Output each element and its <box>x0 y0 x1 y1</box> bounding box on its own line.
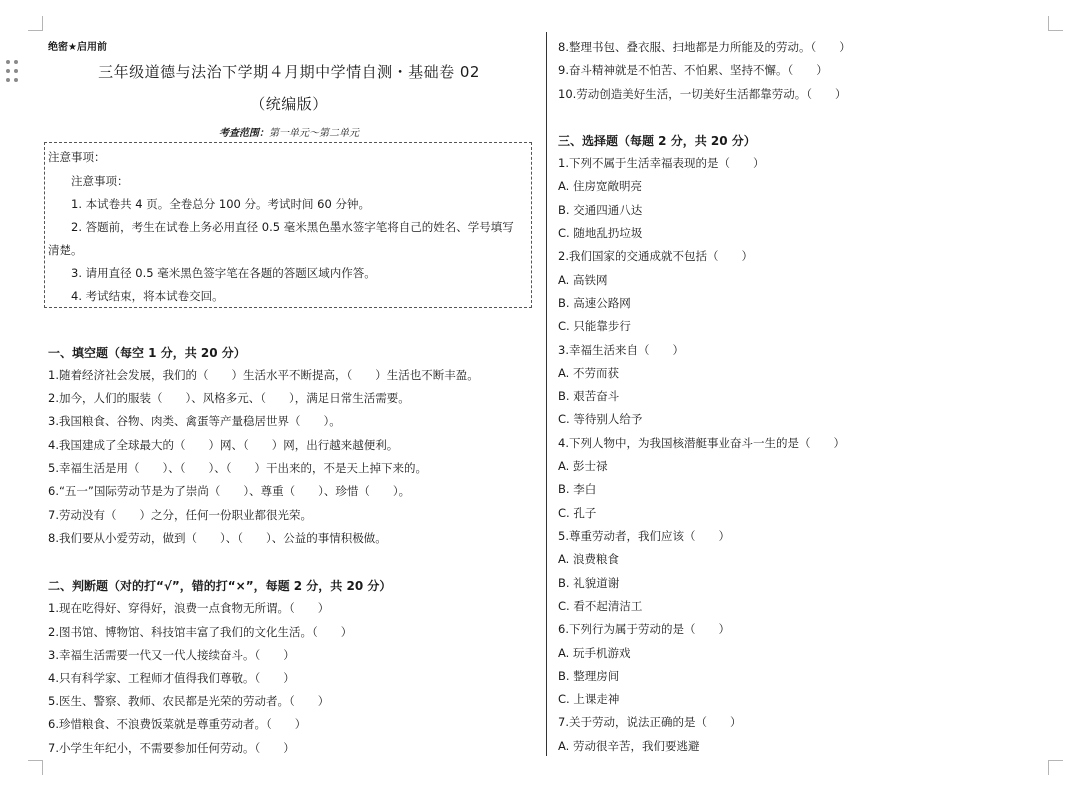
choice-option: A. 劳动很辛苦，我们要逃避 <box>558 739 700 753</box>
drag-handle-icon[interactable] <box>6 60 20 84</box>
choice-option: C. 上课走神 <box>558 692 620 706</box>
exam-scope: 考查范围：第一单元～第二单元 <box>219 128 359 139</box>
choice-question: 2.我们国家的交通成就不包括（ ） <box>558 249 753 263</box>
choice-option: A. 玩手机游戏 <box>558 646 631 660</box>
choice-option: C. 等待别人给予 <box>558 412 643 426</box>
judge-question: 6.珍惜粮食、不浪费饭菜就是尊重劳动者。（ ） <box>48 717 307 731</box>
fill-question: 6.“五一”国际劳动节是为了崇尚（ ）、尊重（ ）、珍惜（ ）。 <box>48 484 411 498</box>
judge-section-heading: 二、判断题（对的打“√”，错的打“×”，每题 2 分，共 20 分） <box>48 579 392 593</box>
fill-question: 8.我们要从小爱劳动，做到（ ）、（ ）、公益的事情积极做。 <box>48 531 387 545</box>
notice-item: 4. 考试结束，将本试卷交回。 <box>71 289 224 303</box>
judge-question: 5.医生、警察、教师、农民都是光荣的劳动者。（ ） <box>48 694 330 708</box>
choice-option: C. 看不起清洁工 <box>558 599 643 613</box>
fill-section-heading: 一、填空题（每空 1 分，共 20 分） <box>48 346 246 360</box>
choice-option: A. 浪费粮食 <box>558 552 619 566</box>
choice-option: B. 整理房间 <box>558 669 620 683</box>
fill-question: 1.随着经济社会发展，我们的（ ）生活水平不断提高，（ ）生活也不断丰盈。 <box>48 368 479 382</box>
judge-question: 8.整理书包、叠衣服、扫地都是力所能及的劳动。（ ） <box>558 40 851 54</box>
fill-question: 3.我国粮食、谷物、肉类、禽蛋等产量稳居世界（ ）。 <box>48 414 341 428</box>
choice-option: A. 彭士禄 <box>558 459 608 473</box>
choice-question: 4.下列人物中，为我国核潜艇事业奋斗一生的是（ ） <box>558 436 845 450</box>
notice-heading: 注意事项： <box>71 174 129 188</box>
page-subtitle: （统编版） <box>250 95 328 113</box>
judge-question: 7.小学生年纪小，不需要参加任何劳动。（ ） <box>48 741 295 755</box>
choice-option: A. 高铁网 <box>558 273 608 287</box>
choice-question: 6.下列行为属于劳动的是（ ） <box>558 622 730 636</box>
judge-question: 1.现在吃得好、穿得好，浪费一点食物无所谓。（ ） <box>48 601 330 615</box>
choice-option: B. 艰苦奋斗 <box>558 389 620 403</box>
choice-question: 5.尊重劳动者，我们应该（ ） <box>558 529 730 543</box>
fill-question: 5.幸福生活是用（ ）、（ ）、（ ）干出来的，不是天上掉下来的。 <box>48 461 427 475</box>
column-divider <box>546 32 547 756</box>
page-title: 三年级道德与法治下学期４月期中学情自测・基础卷 02 <box>98 63 480 81</box>
choice-option: B. 高速公路网 <box>558 296 631 310</box>
choice-option: B. 李白 <box>558 482 597 496</box>
judge-question: 4.只有科学家、工程师才值得我们尊敬。（ ） <box>48 671 295 685</box>
notice-item: 1. 本试卷共 4 页。全卷总分 100 分。考试时间 60 分钟。 <box>71 197 370 211</box>
choice-option: B. 交通四通八达 <box>558 203 643 217</box>
fill-question: 4.我国建成了全球最大的（ ）网、（ ）网，出行越来越便利。 <box>48 438 399 452</box>
page-corner-mark <box>1048 760 1063 775</box>
page-corner-mark <box>28 16 43 31</box>
judge-question: 10.劳动创造美好生活，一切美好生活都靠劳动。（ ） <box>558 87 847 101</box>
secret-label: 绝密★启用前 <box>48 42 107 53</box>
judge-question: 3.幸福生活需要一代又一代人接续奋斗。（ ） <box>48 648 295 662</box>
judge-question: 9.奋斗精神就是不怕苦、不怕累、坚持不懈。（ ） <box>558 63 828 77</box>
fill-question: 7.劳动没有（ ）之分，任何一份职业都很光荣。 <box>48 508 312 522</box>
choice-question: 7.关于劳动，说法正确的是（ ） <box>558 715 742 729</box>
choice-question: 3.幸福生活来自（ ） <box>558 343 684 357</box>
choice-option: C. 孔子 <box>558 506 597 520</box>
choice-option: A. 不劳而获 <box>558 366 619 380</box>
notice-box-label: 注意事项： <box>48 150 106 164</box>
choice-option: A. 住房宽敞明亮 <box>558 179 642 193</box>
notice-item: 2. 答题前，考生在试卷上务必用直径 0.5 毫米黑色墨水签字笔将自己的姓名、学号填写 <box>71 220 514 234</box>
page-corner-mark <box>1048 16 1063 31</box>
choice-option: C. 只能靠步行 <box>558 319 631 333</box>
choice-option: C. 随地乱扔垃圾 <box>558 226 643 240</box>
page-corner-mark <box>28 760 43 775</box>
fill-question: 2.加今，人们的服装（ ）、风格多元、（ ），满足日常生活需要。 <box>48 391 410 405</box>
judge-question: 2.图书馆、博物馆、科技馆丰富了我们的文化生活。（ ） <box>48 625 353 639</box>
choice-question: 1.下列不属于生活幸福表现的是（ ） <box>558 156 765 170</box>
notice-box <box>44 142 532 308</box>
choice-option: B. 礼貌道谢 <box>558 576 620 590</box>
choice-section-heading: 三、选择题（每题 2 分，共 20 分） <box>558 134 756 148</box>
notice-item: 3. 请用直径 0.5 毫米黑色签字笔在各题的答题区域内作答。 <box>71 266 376 280</box>
notice-item: 清楚。 <box>48 243 83 257</box>
